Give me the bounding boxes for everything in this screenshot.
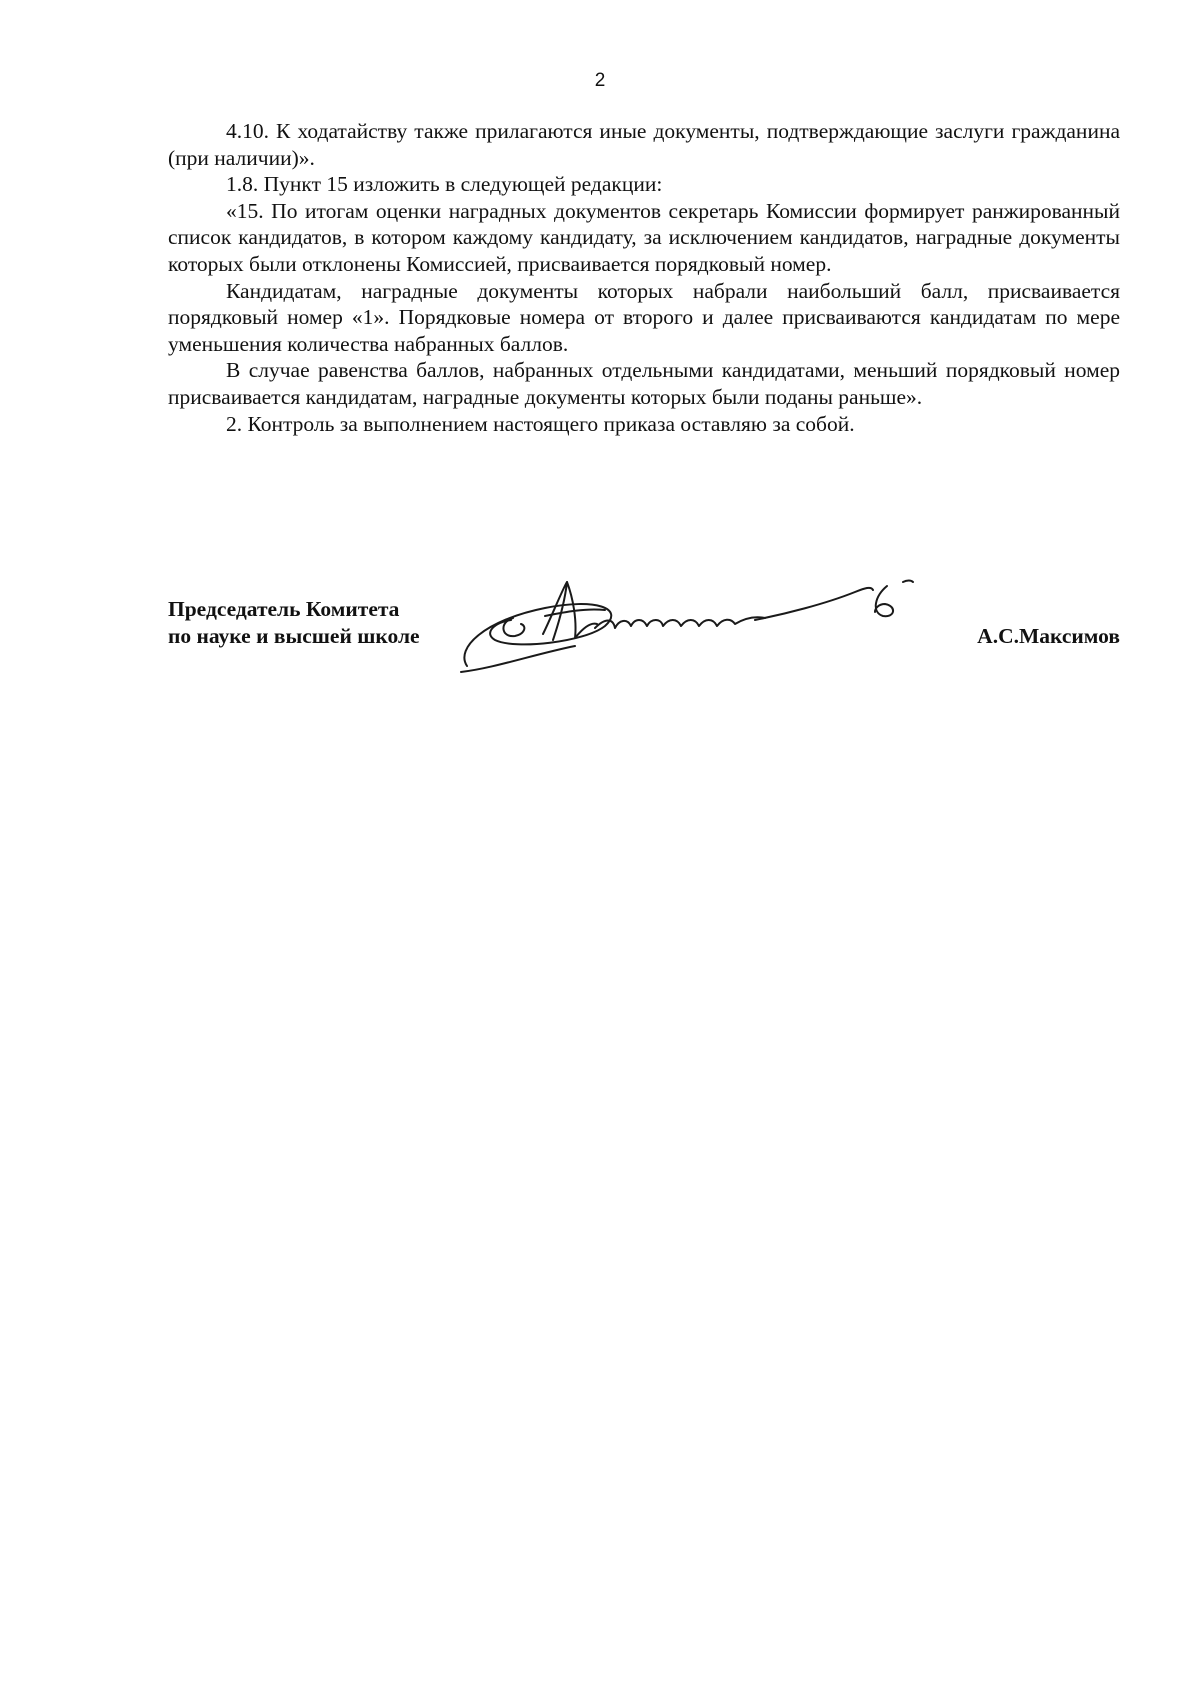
signature-stroke <box>503 618 524 636</box>
paragraph: «15. По итогам оценки наградных документов секретарь Комиссии формирует ранжированный список кандидатов, в котором каждому кандидату, за исключением кандидатов, наградные документы которых были отклонены Комиссией, присваивается порядковый номер. <box>168 198 1120 276</box>
document-body <box>168 118 1120 437</box>
signatory-name: А.С.Максимов <box>977 624 1120 648</box>
paragraph: Кандидатам, наградные документы которых набрали наибольший балл, присваивается порядковый номер «1». Порядковые номера от второго и далее присваиваются кандидатам по мере уменьшения количества набранных баллов. <box>168 278 1120 356</box>
signature-stroke <box>543 582 567 640</box>
signature-stroke <box>755 588 873 620</box>
signature-stroke <box>903 581 913 583</box>
signature-stroke <box>595 617 765 628</box>
signatory-title <box>168 596 420 650</box>
signature-stroke <box>464 604 611 666</box>
signatory-title-line: Председатель Комитета <box>168 597 400 621</box>
paragraph: 2. Контроль за выполнением настоящего приказа оставляю за собой. <box>226 411 855 436</box>
paragraph: В случае равенства баллов, набранных отдельными кандидатами, меньший порядковый номер присваивается кандидатам, наградные документы которых были поданы раньше». <box>168 358 1120 409</box>
handwritten-signature <box>455 578 975 678</box>
page-number: 2 <box>594 70 606 91</box>
signatory-title-line: по науке и высшей школе <box>168 624 420 648</box>
paragraph: 1.8. Пункт 15 изложить в следующей редакции: <box>226 172 663 197</box>
signature-stroke <box>461 646 575 672</box>
signature-stroke <box>875 586 893 616</box>
paragraph: 4.10. К ходатайству также прилагаются иные документы, подтверждающие заслуги гражданина (при наличии)». <box>168 119 1120 170</box>
